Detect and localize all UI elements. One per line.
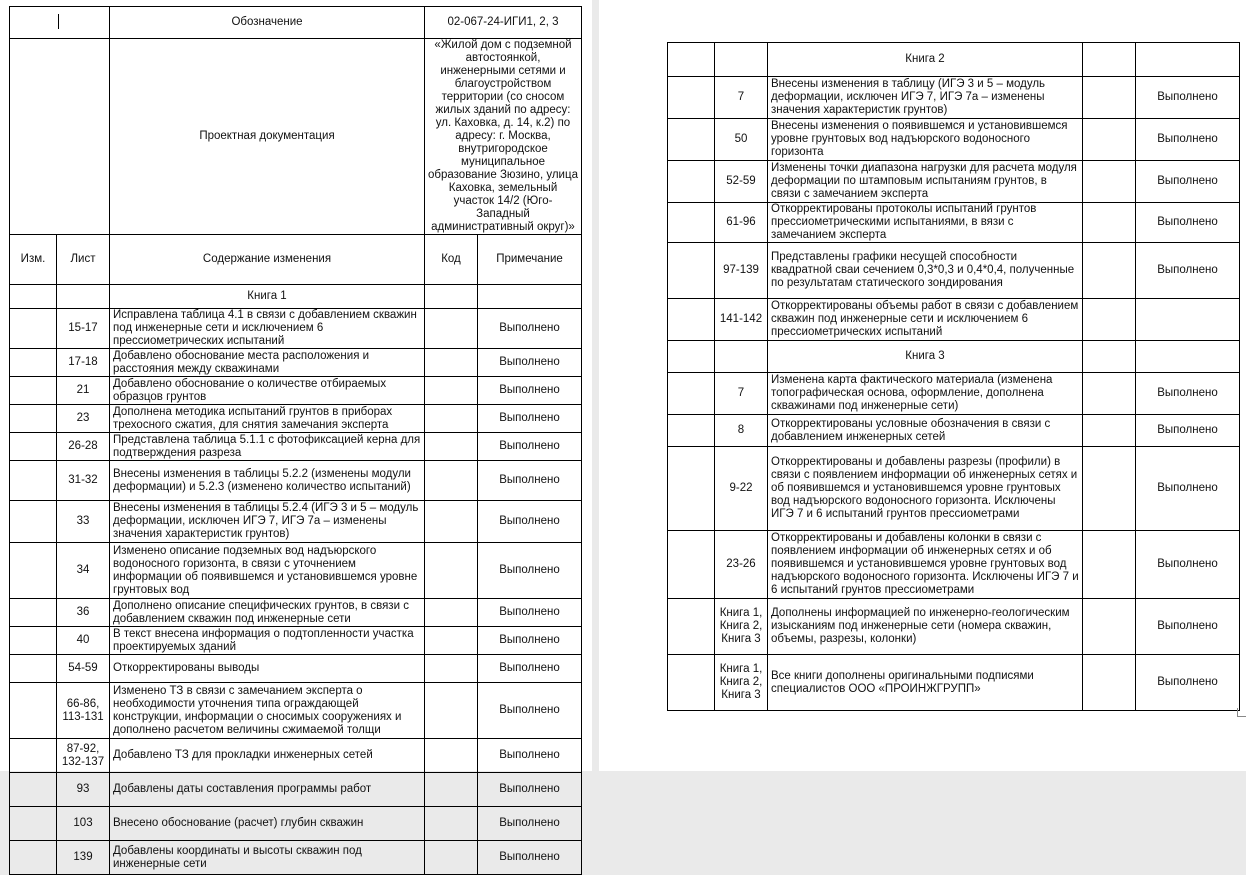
code-cell [425, 655, 478, 683]
code-cell [425, 841, 478, 875]
content-cell: Откорректированы объемы работ в связи с добавлением скважин под инженерные сети и исключением 6 прессиометрических испытаний [768, 299, 1083, 341]
rev-cell [668, 599, 715, 655]
book-section-header [668, 341, 1240, 373]
sheet-cell: 52-59 [715, 161, 768, 203]
rev-cell [668, 299, 715, 341]
content-cell: Все книги дополнены оригинальными подписями специалистов ООО «ПРОИНЖГРУПП» [768, 655, 1083, 711]
rev-cell [10, 807, 57, 841]
note-cell: Выполнено [478, 349, 582, 377]
sheet-cell: 21 [57, 377, 110, 405]
rev-cell [668, 203, 715, 243]
content-cell: Откорректированы и добавлены колонки в связи с появлением информации об инженерных сетях и об появившемся и установившемся уровне грунтовых вод надъюрского водоносного горизонта. Исключены ИГЭ 7 и 6 испытаний грунтов прессиометрами [768, 531, 1083, 599]
rev-cell [10, 841, 57, 875]
note-cell: Выполнено [478, 377, 582, 405]
code-cell [1083, 531, 1136, 599]
content-cell: Дополнена методика испытаний грунтов в приборах трехосного сжатия, для снятия замечания эксперта [110, 405, 425, 433]
sheet-cell: 139 [57, 841, 110, 875]
designation-label: Обозначение [110, 7, 425, 39]
code-cell [1083, 415, 1136, 447]
rev-cell [10, 433, 57, 461]
document-page-left [0, 0, 592, 870]
sheet-cell: 50 [715, 119, 768, 161]
designation-value: 02-067-24-ИГИ1, 2, 3 [425, 7, 582, 39]
sheet-cell: 87-92, 132-137 [57, 739, 110, 773]
table-row [10, 655, 582, 683]
empty-cell [715, 43, 768, 77]
sheet-cell: 36 [57, 599, 110, 627]
code-cell [425, 309, 478, 349]
content-cell: Добавлены даты составления программы работ [110, 773, 425, 807]
rev-cell [668, 531, 715, 599]
code-cell [1083, 373, 1136, 415]
change-registration-table [9, 6, 582, 875]
code-cell [425, 683, 478, 739]
sheet-cell: 54-59 [57, 655, 110, 683]
table-row [10, 461, 582, 501]
column-header-content: Содержание изменения [110, 235, 425, 285]
empty-cell [1083, 43, 1136, 77]
code-cell [1083, 119, 1136, 161]
table-row [10, 807, 582, 841]
sheet-cell: 97-139 [715, 243, 768, 299]
empty-cell [1136, 341, 1240, 373]
change-registration-table-continued [667, 42, 1240, 711]
rev-cell [10, 655, 57, 683]
book-section-header [10, 285, 582, 309]
table-row [668, 655, 1240, 711]
table-row [10, 683, 582, 739]
table-row [10, 599, 582, 627]
rev-cell [10, 309, 57, 349]
sheet-cell: Книга 1, Книга 2, Книга 3 [715, 655, 768, 711]
rev-cell [10, 377, 57, 405]
blank-cell [10, 39, 110, 235]
table-row [10, 405, 582, 433]
sheet-cell: 26-28 [57, 433, 110, 461]
table-row [10, 739, 582, 773]
rev-cell [10, 683, 57, 739]
note-cell: Выполнено [1136, 243, 1240, 299]
code-cell [1083, 203, 1136, 243]
code-cell [425, 405, 478, 433]
content-cell: Откорректированы протоколы испытаний грунтов прессиометрическими испытаниями, в вязи с замечанием эксперта [768, 203, 1083, 243]
project-value: «Жилой дом с подземной автостоянкой, инженерными сетями и благоустройством территории (со сносом жилых зданий по адресу: ул. Каховка, д. 14, к.2) по адресу: г. Москва, внутригородское муниципальное образование Зюзино, улица Каховка, земельный участок 14/2 (Юго-Западный административный округ)» [425, 39, 582, 235]
content-cell: Внесены изменения в таблицу (ИГЭ 3 и 5 – модуль деформации, исключен ИГЭ 7, ИГЭ 7а – изменены значения характеристик грунтов) [768, 77, 1083, 119]
table-row [668, 299, 1240, 341]
code-cell [1083, 161, 1136, 203]
note-cell: Выполнено [478, 405, 582, 433]
sheet-cell: 15-17 [57, 309, 110, 349]
note-cell: Выполнено [478, 543, 582, 599]
column-header-note: Примечание [478, 235, 582, 285]
blank-cell[interactable] [10, 7, 110, 39]
code-cell [425, 501, 478, 543]
rev-cell [668, 447, 715, 531]
content-cell: Внесены изменения о появившемся и установившемся уровне грунтовых вод надъюрского водоносного горизонта [768, 119, 1083, 161]
content-cell: Представлены графики несущей способности квадратной сваи сечением 0,3*0,3 и 0,4*0,4, полученные по результатам статического зондирования [768, 243, 1083, 299]
rev-cell [10, 461, 57, 501]
column-header-sheet: Лист [57, 235, 110, 285]
rev-cell [668, 655, 715, 711]
rev-cell [10, 627, 57, 655]
content-cell: Дополнены информацией по инженерно-геологическим изысканиям под инженерные сети (номера скважин, объемы, разрезы, колонки) [768, 599, 1083, 655]
note-cell: Выполнено [478, 739, 582, 773]
code-cell [1083, 77, 1136, 119]
table-row [668, 531, 1240, 599]
table-row [668, 203, 1240, 243]
sheet-cell: 7 [715, 373, 768, 415]
table-row [10, 627, 582, 655]
table-row [668, 599, 1240, 655]
table-row [10, 501, 582, 543]
table-row [668, 447, 1240, 531]
content-cell: Изменена карта фактического материала (изменена топографическая основа, оформление, дополнена скважинами под инженерные сети) [768, 373, 1083, 415]
note-cell: Выполнено [478, 433, 582, 461]
sheet-cell: 31-32 [57, 461, 110, 501]
designation-row [10, 7, 582, 39]
rev-cell [10, 543, 57, 599]
note-cell: Выполнено [1136, 415, 1240, 447]
note-cell: Выполнено [1136, 119, 1240, 161]
content-cell: Добавлено ТЗ для прокладки инженерных сетей [110, 739, 425, 773]
note-cell: Выполнено [1136, 655, 1240, 711]
table-row [10, 349, 582, 377]
content-cell: Внесены изменения в таблицы 5.2.2 (изменены модули деформации) и 5.2.3 (изменено количество испытаний) [110, 461, 425, 501]
code-cell [425, 377, 478, 405]
table-row [668, 77, 1240, 119]
code-cell [1083, 599, 1136, 655]
note-cell: Выполнено [478, 599, 582, 627]
content-cell: Внесены изменения в таблицы 5.2.4 (ИГЭ 3 и 5 – модуль деформации, исключен ИГЭ 7, ИГЭ 7а – изменены значения характеристик грунтов) [110, 501, 425, 543]
note-cell: Выполнено [1136, 161, 1240, 203]
content-cell: Добавлено обоснование места расположения и расстояния между скважинами [110, 349, 425, 377]
book-2-title: Книга 2 [768, 43, 1083, 77]
code-cell [1083, 447, 1136, 531]
content-cell: Дополнено описание специфических грунтов, в связи с добавлением скважин под инженерные сети [110, 599, 425, 627]
empty-cell [668, 341, 715, 373]
content-cell: Добавлены координаты и высоты скважин под инженерные сети [110, 841, 425, 875]
table-row [10, 841, 582, 875]
note-cell [1136, 299, 1240, 341]
sheet-cell: 23-26 [715, 531, 768, 599]
table-row [10, 377, 582, 405]
note-cell: Выполнено [1136, 447, 1240, 531]
content-cell: Добавлено обоснование о количестве отбираемых образцов грунтов [110, 377, 425, 405]
note-cell: Выполнено [1136, 203, 1240, 243]
table-row [10, 773, 582, 807]
content-cell: Представлена таблица 5.1.1 с фотофиксацией керна для подтверждения разреза [110, 433, 425, 461]
project-label: Проектная документация [110, 39, 425, 235]
table-row [668, 119, 1240, 161]
book-3-title: Книга 3 [768, 341, 1083, 373]
sheet-cell: 34 [57, 543, 110, 599]
code-cell [425, 349, 478, 377]
rev-cell [10, 739, 57, 773]
rev-cell [668, 119, 715, 161]
project-row [10, 39, 582, 235]
rev-cell [668, 161, 715, 203]
rev-cell [10, 773, 57, 807]
content-cell: Откорректированы условные обозначения в связи с добавлением инженерных сетей [768, 415, 1083, 447]
empty-cell [668, 43, 715, 77]
table-row [668, 415, 1240, 447]
sheet-cell: 7 [715, 77, 768, 119]
sheet-cell: 61-96 [715, 203, 768, 243]
document-page-right [599, 0, 1246, 771]
sheet-cell: 9-22 [715, 447, 768, 531]
note-cell: Выполнено [478, 841, 582, 875]
content-cell: В текст внесена информация о подтопленности участка проектируемых зданий [110, 627, 425, 655]
sheet-cell: Книга 1, Книга 2, Книга 3 [715, 599, 768, 655]
table-row [10, 543, 582, 599]
book-1-title: Книга 1 [110, 285, 425, 309]
rev-cell [10, 405, 57, 433]
content-cell: Внесено обоснование (расчет) глубин скважин [110, 807, 425, 841]
page-corner-mark [1237, 708, 1246, 717]
sheet-cell: 40 [57, 627, 110, 655]
code-cell [1083, 299, 1136, 341]
table-row [668, 161, 1240, 203]
rev-cell [668, 77, 715, 119]
table-row [10, 309, 582, 349]
content-cell: Изменено ТЗ в связи с замечанием эксперта о необходимости уточнения типа ограждающей конструкции, информации о сносимых сооружениях и дополнено расчетом величины сжимаемой толщи [110, 683, 425, 739]
column-header-rev: Изм. [10, 235, 57, 285]
note-cell: Выполнено [1136, 599, 1240, 655]
rev-cell [10, 501, 57, 543]
code-cell [425, 773, 478, 807]
sheet-cell: 66-86, 113-131 [57, 683, 110, 739]
empty-cell [715, 341, 768, 373]
code-cell [1083, 243, 1136, 299]
note-cell: Выполнено [1136, 373, 1240, 415]
note-cell: Выполнено [478, 627, 582, 655]
rev-cell [10, 349, 57, 377]
note-cell: Выполнено [1136, 531, 1240, 599]
note-cell: Выполнено [1136, 77, 1240, 119]
sheet-cell: 141-142 [715, 299, 768, 341]
column-header-row [10, 235, 582, 285]
note-cell: Выполнено [478, 309, 582, 349]
rev-cell [668, 373, 715, 415]
note-cell: Выполнено [478, 461, 582, 501]
table-row [668, 373, 1240, 415]
rev-cell [10, 599, 57, 627]
code-cell [425, 807, 478, 841]
table-row [668, 243, 1240, 299]
code-cell [1083, 655, 1136, 711]
empty-cell [1136, 43, 1240, 77]
sheet-cell: 93 [57, 773, 110, 807]
note-cell: Выполнено [478, 773, 582, 807]
column-header-code: Код [425, 235, 478, 285]
book-section-header [668, 43, 1240, 77]
note-cell: Выполнено [478, 655, 582, 683]
code-cell [425, 461, 478, 501]
code-cell [425, 599, 478, 627]
table-row [10, 433, 582, 461]
sheet-cell: 23 [57, 405, 110, 433]
code-cell [425, 739, 478, 773]
code-cell [425, 627, 478, 655]
sheet-cell: 17-18 [57, 349, 110, 377]
sheet-cell: 33 [57, 501, 110, 543]
code-cell [425, 433, 478, 461]
note-cell: Выполнено [478, 807, 582, 841]
code-cell [425, 543, 478, 599]
content-cell: Откорректированы и добавлены разрезы (профили) в связи с появлением информации об инженерных сетях и об появившемся и установившемся уровне грунтовых вод надъюрского водоносного горизонта. Исключены ИГЭ 7 и 6 испытаний грунтов прессиометрами [768, 447, 1083, 531]
content-cell: Откорректированы выводы [110, 655, 425, 683]
rev-cell [668, 243, 715, 299]
content-cell: Исправлена таблица 4.1 в связи с добавлением скважин под инженерные сети и исключением 6 прессиометрических испытаний [110, 309, 425, 349]
content-cell: Изменены точки диапазона нагрузки для расчета модуля деформации по штамповым испытаниям грунтов, в связи с замечанием эксперта [768, 161, 1083, 203]
rev-cell [668, 415, 715, 447]
note-cell: Выполнено [478, 683, 582, 739]
sheet-cell: 103 [57, 807, 110, 841]
content-cell: Изменено описание подземных вод надъюрского водоносного горизонта, в связи с уточнением информации об появившемся и установившемся уровне грунтовых вод [110, 543, 425, 599]
sheet-cell: 8 [715, 415, 768, 447]
note-cell: Выполнено [478, 501, 582, 543]
empty-cell [1083, 341, 1136, 373]
